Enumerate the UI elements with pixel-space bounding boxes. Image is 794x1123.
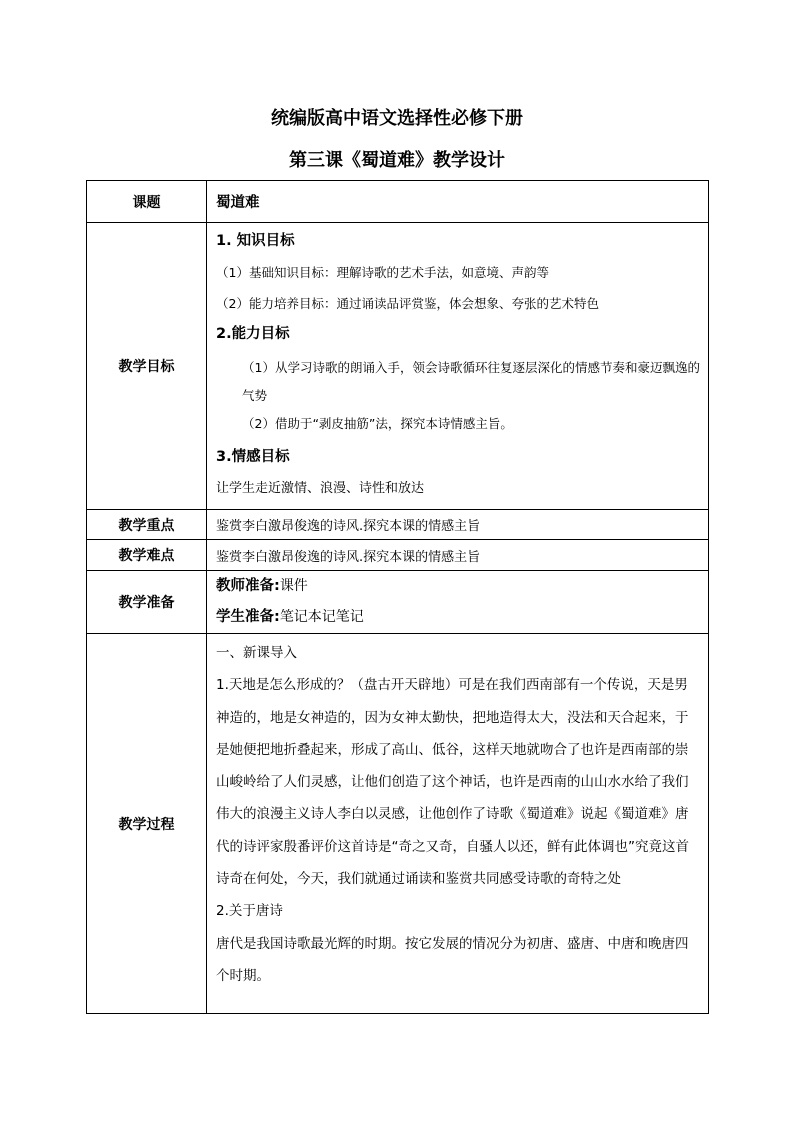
teacher-prep-value: 课件 bbox=[279, 578, 308, 594]
topic-label: 课题 bbox=[87, 181, 207, 223]
emotion-text: 让学生走近激情、浪漫、诗性和放达 bbox=[216, 481, 425, 496]
knowledge-item: （1）基础知识目标：理解诗歌的艺术手法，如意境、声韵等 bbox=[216, 265, 549, 280]
document-subtitle: 第三课《蜀道难》教学设计 bbox=[289, 150, 505, 171]
row-key-points bbox=[87, 510, 709, 540]
preparation-label: 教学准备 bbox=[87, 571, 207, 634]
knowledge-item: （2）能力培养目标：通过诵读品评赏鉴，体会想象、夸张的艺术特色 bbox=[216, 296, 599, 311]
document-title: 统编版高中语文选择性必修下册 bbox=[271, 108, 523, 129]
difficulties-label: 教学难点 bbox=[87, 540, 207, 571]
knowledge-heading: 1. 知识目标 bbox=[216, 233, 295, 249]
process-subheading: 2.关于唐诗 bbox=[216, 903, 283, 920]
key-points-value: 鉴赏李白激昂俊逸的诗风.探究本课的情感主旨 bbox=[207, 510, 709, 540]
topic-value: 蜀道难 bbox=[216, 195, 260, 211]
process-section-heading: 一、新课导入 bbox=[216, 645, 297, 661]
row-process bbox=[87, 634, 709, 1014]
row-difficulties bbox=[87, 540, 709, 571]
row-topic bbox=[87, 181, 709, 223]
ability-item: （1）从学习诗歌的朗诵入手，领会诗歌循环往复逐层深化的情感节奏和豪迈飘逸的气势 bbox=[242, 360, 700, 403]
process-label: 教学过程 bbox=[87, 634, 207, 1014]
key-points-label: 教学重点 bbox=[87, 510, 207, 540]
difficulties-value: 鉴赏李白激昂俊逸的诗风.探究本课的情感主旨 bbox=[207, 540, 709, 571]
process-paragraph: 唐代是我国诗歌最光辉的时期。按它发展的情况分为初唐、盛唐、中唐和晚唐四个时期。 bbox=[216, 935, 689, 984]
teacher-prep-label: 教师准备: bbox=[216, 578, 280, 594]
student-prep-value: 笔记本记笔记 bbox=[279, 609, 364, 625]
row-preparation bbox=[87, 571, 709, 634]
ability-item: （2）借助于“剥皮抽筋”法，探究本诗情感主旨。 bbox=[242, 416, 513, 431]
lesson-plan-table bbox=[86, 180, 709, 1014]
student-prep-label: 学生准备: bbox=[216, 609, 280, 625]
ability-heading: 2.能力目标 bbox=[216, 326, 290, 342]
process-paragraph: 1.天地是怎么形成的？（盘古开天辟地）可是在我们西南部有一个传说，天是男神造的，地是女神造的，因为女神太勤快，把地造得太大，没法和天合起来，于是她便把地折叠起来，形成了高山、低谷，这样天地就吻合了也许是西南部的崇山峻岭给了人们灵感，让他们创造了这个神话，也许是西南的山山水水给了我们伟大的浪漫主义诗人李白以灵感，让他创作了诗歌《蜀道难》说起《蜀道难》唐代的诗评家殷番评价这首诗是“奇之又奇，自骚人以还，鲜有此体调也”究竟这首诗奇在何处，今天，我们就通过诵读和鉴赏共同感受诗歌的奇特之处 bbox=[216, 677, 689, 888]
emotion-heading: 3.情感目标 bbox=[216, 449, 290, 465]
row-objectives bbox=[87, 223, 709, 510]
objectives-label: 教学目标 bbox=[87, 223, 207, 510]
